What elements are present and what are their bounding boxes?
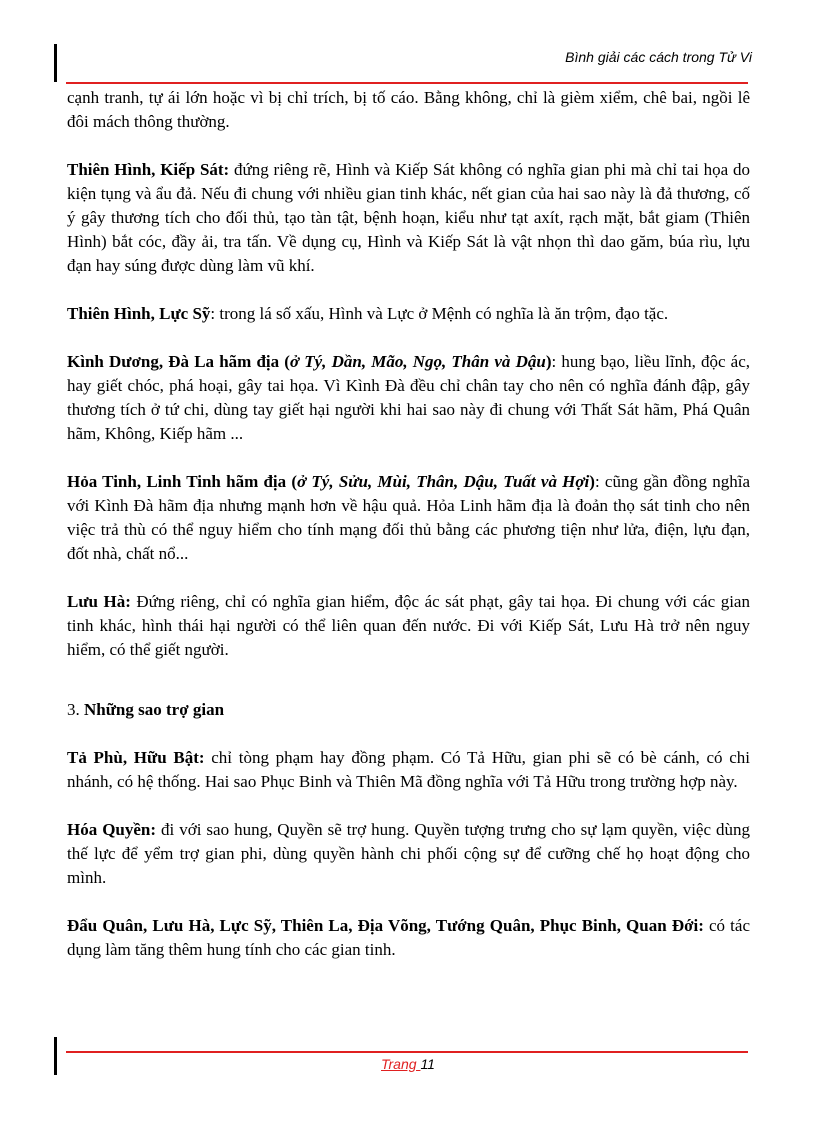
header-divider: [66, 82, 748, 84]
paragraph-text: : hung bạo, liều lĩnh, độc ác, hay giết chóc, phá hoại, gây tai họa. Vì Kình Đà đều chỉ chân tay cho nên có nghĩa đánh đập, gây thương tích ở tứ chi, dùng tay giết hại người khi hai sao này đi chung với Thất Sát hãm, Phá Quân hãm, Không, Kiếp hãm ...: [67, 352, 751, 443]
paragraph-text: : cũng gần đồng nghĩa với Kình Đà hãm địa nhưng mạnh hơn về hậu quả. Hỏa Linh hãm địa là đoản thọ sát tinh cho nên việc trả thù có thể nguy hiểm cho tính mạng đối thủ bằng các phương tiện như lửa, điện, lựu đạn, đốt nhà, chất nổ...: [67, 472, 750, 563]
paragraph-text: cạnh tranh, tự ái lớn hoặc vì bị chỉ trích, bị tố cáo. Bằng không, chỉ là gièm xiểm, chê bai, ngồi lê đôi mách thông thường.: [67, 88, 750, 131]
star-term: Thiên Hình, Lực Sỹ: [67, 304, 211, 323]
paragraph-text: đứng riêng rẽ, Hình và Kiếp Sát không có nghĩa gian phi mà chỉ tai họa do kiện tụng và ẩu đả. Nếu đi chung với nhiều gian tinh khác, nết gian của hai sao này là đả thương, cố ý gây thương tích cho đối thủ, tạo tàn tật, bệnh hoạn, kiểu như tạt axít, rạch mặt, bắt giam (Thiên Hình) bắt cóc, đầy ải, tra tấn. Về dụng cụ, Hình và Kiếp Sát là vật nhọn thì dao găm, búa rìu, lựu đạn hay súng được dùng làm vũ khí.: [67, 160, 750, 275]
section-number: 3.: [67, 700, 84, 719]
star-position-detail: ở Tý, Dần, Mão, Ngọ, Thân và Dậu: [289, 352, 546, 371]
footer-divider: [66, 1051, 748, 1053]
paragraph-ta-phu-huu-bat: [67, 746, 750, 794]
paragraph-text: chỉ tòng phạm hay đồng phạm. Có Tả Hữu, gian phi sẽ có bè cánh, có chi nhánh, có hệ thống. Hai sao Phục Binh và Thiên Mã đồng nghĩa với Tả Hữu trong trường hợp này.: [67, 748, 750, 791]
star-term: Hỏa Tinh, Linh Tinh hãm địa (: [67, 472, 298, 491]
page-number: [0, 1056, 816, 1072]
paragraph-thien-hinh-kiep-sat: [67, 158, 750, 278]
paragraph-kinh-duong-da-la: [67, 350, 750, 446]
section-heading-3: [67, 698, 750, 722]
paragraph-text: có tác dụng làm tăng thêm hung tính cho các gian tinh.: [67, 916, 750, 959]
star-term: Tả Phù, Hữu Bật:: [67, 748, 205, 767]
paragraph-hoa-tinh-linh-tinh: [67, 470, 750, 566]
paragraph-text: : trong lá số xấu, Hình và Lực ở Mệnh có nghĩa là ăn trộm, đạo tặc.: [210, 304, 669, 323]
star-term: Hóa Quyền:: [67, 820, 157, 839]
star-term-close: ): [589, 472, 595, 491]
paragraph-thien-hinh-luc-sy: [67, 302, 750, 326]
paragraph-hoa-quyen: [67, 818, 750, 890]
running-header-title: Bình giải các cách trong Tử Vi: [565, 49, 752, 65]
header-margin-bar: [54, 44, 57, 82]
page-number-value: 11: [420, 1056, 435, 1072]
paragraph-text: đi với sao hung, Quyền sẽ trợ hung. Quyền tượng trưng cho sự lạm quyền, việc dùng thế lực để yểm trợ gian phi, dùng quyền hành chi phối cộng sự để cưỡng chế họ hoạt động cho mình.: [67, 820, 751, 887]
star-position-detail: ở Tý, Sửu, Mùi, Thân, Dậu, Tuất và Hợi: [297, 472, 590, 491]
paragraph-luu-ha: [67, 590, 750, 662]
page-label-link[interactable]: Trang: [381, 1056, 421, 1072]
star-term: Thiên Hình, Kiếp Sát:: [67, 160, 230, 179]
page-body: [67, 86, 750, 986]
star-term-close: ): [545, 352, 552, 371]
star-term: Đẩu Quân, Lưu Hà, Lực Sỹ, Thiên La, Địa Võng, Tướng Quân, Phục Binh, Quan Đới:: [67, 916, 704, 935]
paragraph-text: Đứng riêng, chỉ có nghĩa gian hiểm, độc ác sát phạt, gây tai họa. Đi chung với các gian tinh khác, hình thái hại người có thể liên quan đến nước. Đi với Kiếp Sát, Lưu Hà trở nên nguy hiểm, có thể giết người.: [67, 592, 750, 659]
paragraph-continuation: [67, 86, 750, 134]
star-term: Lưu Hà:: [67, 592, 131, 611]
section-title: Những sao trợ gian: [84, 700, 225, 719]
paragraph-dau-quan-group: [67, 914, 750, 962]
star-term: Kình Dương, Đà La hãm địa (: [67, 352, 290, 371]
